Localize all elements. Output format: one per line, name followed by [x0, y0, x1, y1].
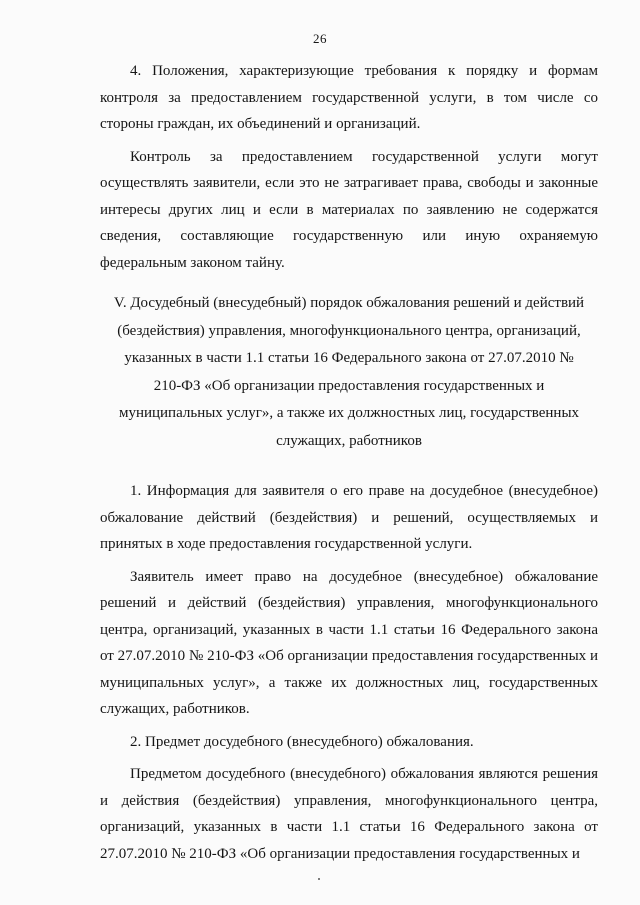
paragraph-appeal-info: 1. Информация для заявителя о его праве на досудебное (внесудебное) обжалование действий (бездействия) и решений, осуществляемых и принятых в ходе предоставления государственной услуги.	[100, 483, 598, 552]
paragraph-appeal-subject: Предметом досудебного (внесудебного) обжалования являются решения и действия (бездействия) управления, многофункционального центра, организаций, указанных в части 1.1 статьи 16 Федерального закона от 27.07.2010 № 210-ФЗ «Об организации предоставления государственных и	[100, 766, 598, 862]
paragraph-appeal-right: Заявитель имеет право на досудебное (внесудебное) обжалование решений и действий (бездействия) управления, многофункционального центра, организаций, указанных в части 1.1 статьи 16 Федерального закона от 27.07.2010 № 210-ФЗ «Об организации предоставления государственных и муниципальных услуг», а также их должностных лиц, государственных служащих, работников.	[100, 568, 598, 717]
scan-dot	[318, 878, 320, 880]
page-number: 26	[313, 31, 327, 46]
section-control-text	[100, 58, 598, 276]
paragraph-control-provisions: 4. Положения, характеризующие требования к порядку и формам контроля за предоставлением государственной услуги, в том числе со стороны граждан, их объединений и организаций.	[100, 63, 598, 132]
paragraph-appeal-subject-title: 2. Предмет досудебного (внесудебного) обжалования.	[130, 733, 474, 750]
paragraph-control-by-applicants: Контроль за предоставлением государственной услуги могут осуществлять заявители, если это не затрагивает права, свободы и законные интересы других лиц и если в материалах по заявлению не содержатся сведения, составляющие государственную или иную охраняемую федеральным законом тайну.	[100, 148, 598, 271]
section-appeal-text	[100, 478, 598, 867]
section-heading-v: V. Досудебный (внесудебный) порядок обжалования решений и действий (бездействия) управления, многофункционального центра, организаций, указанных в части 1.1 статьи 16 Федерального закона от 27.07.2010 № 210-ФЗ «Об организации предоставления государственных и муниципальных услуг», а также их должностных лиц, государственных служащих, работников	[113, 295, 585, 449]
